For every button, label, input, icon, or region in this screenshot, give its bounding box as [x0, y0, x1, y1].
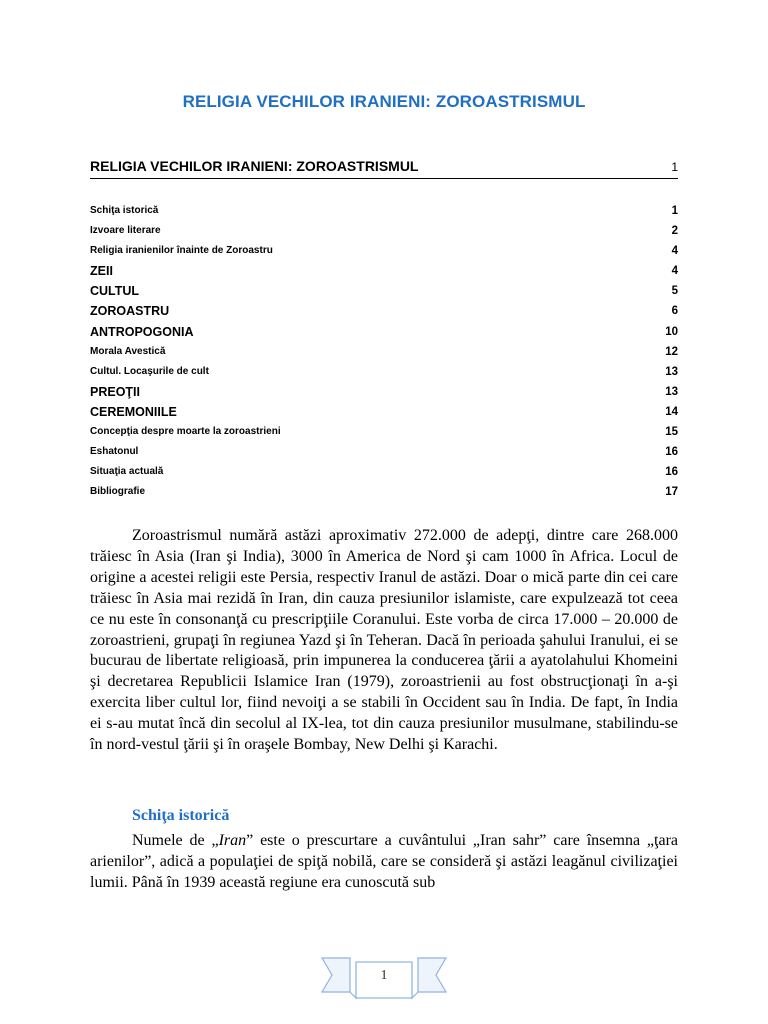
toc-entry-situatia-actuala[interactable]: Situaţia actuală 16	[90, 466, 678, 479]
document-title: RELIGIA VECHILOR IRANIENI: ZOROASTRISMUL	[182, 92, 586, 111]
toc-entry-schita-istorica[interactable]: Schiţa istorică 1	[90, 205, 678, 217]
toc-entry-izvoare-literare[interactable]: Izvoare literare 2	[90, 225, 678, 238]
intro-paragraph: Zoroastrismul numără astăzi aproximativ 272.000 de adepţi, dintre care 268.000 trăiesc în Asia (Iran şi India), 3000 în America de Nord şi cam 1000 în Africa. Locul de origine a acestei religii este Persia, respectiv Iranul de astăzi. Doar o mică parte din cei care trăiesc în Asia mai rezidă în Iran, din cauza presiunilor islamiste, care expulzează tot ceea ce nu este în consonanţă cu prescripţiile Coranului. Este vorba de circa 17.000 – 20.000 de zoroastrieni, grupaţi în regiunea Yazd şi în Teheran. Dacă în perioada şahului Iranului, ei se bucurau de libertate religioasă, prin impunerea la conducerea ţării a ayatolahului Khomeini şi decretarea Republicii Islamice Iran (1979), zoroastrienii au fost obstrucţionaţi în a-şi exercita liber cultul lor, fiind nevoiţi a se stabili în Occident sau în India. De fapt, în India ei s-au mutat încă din secolul al IX-lea, tot din cauza presiunilor musulmane, stabilindu-se în nord-vestul ţării şi în oraşele Bombay, New Delhi şi Karachi.	[90, 527, 678, 754]
toc-entry-religia-iranienilor[interactable]: Religia iranienilor înainte de Zoroastru 4	[90, 245, 678, 258]
history-paragraph	[90, 831, 678, 894]
toc-entry-preotii[interactable]: PREOŢII 13	[90, 384, 678, 399]
toc-entry-bibliografie[interactable]: Bibliografie 17	[90, 486, 678, 499]
toc-entry-ceremoniile[interactable]: CEREMONIILE 14	[90, 404, 678, 419]
toc-entry-conceptia-despre-moarte[interactable]: Concepţia despre moarte la zoroastrieni 15	[90, 426, 678, 439]
toc-entry-eshatonul[interactable]: Eshatonul 16	[90, 446, 678, 459]
toc-heading-page: 1	[671, 160, 678, 174]
history-paragraph-lead: Numele de „	[132, 832, 219, 849]
toc-heading[interactable]	[90, 156, 678, 179]
history-paragraph-italic: Iran	[218, 832, 247, 849]
toc-entry-antropogonia[interactable]: ANTROPOGONIA 10	[90, 324, 678, 339]
toc-entry-cultul[interactable]: CULTUL 5	[90, 284, 678, 299]
page-number-badge	[320, 954, 448, 1000]
toc-heading-label: RELIGIA VECHILOR IRANIENI: ZOROASTRISMUL	[90, 158, 419, 174]
toc-entry-zeii[interactable]: ZEII 4	[90, 264, 678, 279]
history-paragraph-rest: ” este o prescurtare a cuvântului „Iran sahr” care însemna „ţara arienilor”, adică a populaţiei de spiţă nobilă, care se consideră şi astăzi leagănul civilizaţiei lumii. Până în 1939 această regiune era cunoscută sub	[90, 832, 678, 891]
toc-entry-morala-avestica[interactable]: Morala Avestică 12	[90, 345, 678, 358]
section-heading-schita-istorica: Schiţa istorică	[132, 807, 230, 824]
toc-entry-zoroastru[interactable]: ZOROASTRU 6	[90, 304, 678, 319]
table-of-contents	[90, 201, 678, 502]
toc-entry-locasurile-de-cult[interactable]: Cultul. Locaşurile de cult 13	[90, 365, 678, 378]
page-number: 1	[380, 968, 388, 983]
